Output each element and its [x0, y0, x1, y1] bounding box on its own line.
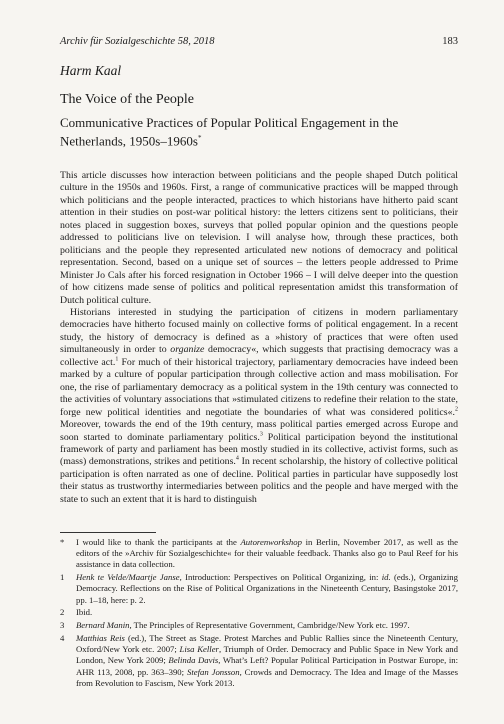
- sentence: Moreover, towards the end of the 19th century, mass political parties emerged across Europe and soon started to dominate parliamentary politics.: [60, 419, 458, 443]
- author-name: Henk te Velde/Maartje Janse: [76, 572, 180, 583]
- text: (ed.), The Street as Stage. Protest Marches and Public Rallies since the Nineteenth Century, Oxford/New York etc. 2007;: [76, 633, 458, 655]
- author-name: Lisa Keller: [179, 644, 219, 655]
- page-number: 183: [442, 36, 458, 47]
- footnote-mark: 2: [60, 607, 65, 618]
- text: , What’s Left? Popular Political Participation in Postwar Europe, in: AHR 113, 2008, pp. 363–390;: [76, 655, 458, 677]
- footnote-divider: [60, 532, 156, 533]
- text: (eds.), Organizing Democracy. Reflections on the Rise of Political Organizations in the Nineteenth Century, Basingstoke 2017, pp. 1–18, here: p. 2.: [76, 572, 458, 605]
- footnote-ref-2[interactable]: 2: [455, 406, 458, 413]
- article-author: Harm Kaal: [60, 63, 122, 78]
- body-paragraph: [60, 307, 458, 506]
- text: I would like to thank the participants at the: [76, 537, 241, 547]
- footnote-text: Ibid.: [76, 607, 93, 618]
- sentence: democracy«, which suggests that practising democracy was a collective act.: [60, 344, 458, 368]
- sentence: In recent scholarship, the history of collective political participation is often narrated as one of decline. Political parties in particular have supposedly lost their status as trustworthy intermediaries between politics and the people and have merged with the state to such an extent that it is hard to distinguish: [60, 456, 459, 505]
- footnote-2: [60, 607, 458, 618]
- footnote-text: [76, 633, 458, 689]
- footnote-mark: *: [60, 537, 65, 547]
- footnote-ref-4[interactable]: 4: [235, 456, 239, 463]
- article-body: [60, 170, 458, 506]
- emphasis: id.: [381, 572, 391, 583]
- footnote-mark: 1: [60, 572, 65, 583]
- abstract-paragraph: This article discusses how interaction between politicians and the people shaped Dutch political culture in the 1950s and 1960s. First, a range of communicative practices will be mapped through which politicians and the people interacted, practices to which historians have hitherto paid scant attention in their studies on post-war political history: the letters citizens sent to politicians, their notes placed in suggestion boxes, surveys that polled popular opinion and the questions people addressed to politicians live on television. I will analyse how, through these practices, both politicians and the people they represented articulated new notions of democracy and political representation. Second, based on a unique set of sources – the letters people addressed to Prime Minister Jo Cals after his forced resignation in October 1966 – I will delve deeper into the question of how citizens made sense of politics and political representation amidst this transformation of Dutch political culture.: [60, 170, 458, 306]
- footnote-mark: 4: [60, 633, 65, 643]
- footnote-text: [76, 620, 458, 631]
- footnote-ref-asterisk[interactable]: *: [197, 133, 202, 142]
- sentence: For much of their historical trajectory, parliamentary democracies have indeed been marked by a culture of popular participation through collective action and mass mobilisation. For one, the rise of parliamentary democracy as a political system in the 19th century was connected to the activities of voluntary associations that »stimulated citizens to redefine their relation to the state, forge new political identities and negotiate the boundaries of what was considered politics«.: [60, 356, 458, 418]
- text: , Introduction: Perspectives on Political Organizing, in:: [179, 572, 382, 583]
- footnote-3: [60, 620, 458, 631]
- footnote-ref-3[interactable]: 3: [259, 431, 263, 438]
- text: , Triumph of Order. Democracy and Public Space in New York and London, New York 2009;: [76, 644, 458, 666]
- footnote-4: [60, 633, 458, 689]
- running-header: [60, 36, 458, 47]
- article-subtitle: [60, 115, 400, 148]
- footnote-1: [60, 572, 458, 606]
- text: , Crowds and Democracy. The Idea and Image of the Masses from Revolution to Fascism, New York 2013.: [76, 666, 458, 688]
- sentence: Historians interested in studying the participation of citizens in modern parliamentary democracies have hitherto focused mainly on collective forms of political engagement. In a recent study, the history of democracy is defined as a »history of practices that were often used simultaneously in order to: [60, 306, 458, 356]
- footnotes: [60, 537, 458, 691]
- sentence: Political participation beyond the institutional framework of party and parliament has been mostly studied in its collective, activist forms, such as (mass) demonstrations, strikes and petitions.: [60, 431, 458, 468]
- author-name: Matthias Reis: [76, 633, 125, 643]
- footnote-ref-1[interactable]: 1: [115, 356, 119, 363]
- author-name: Belinda Davis: [168, 655, 219, 666]
- article-title: The Voice of the People: [60, 92, 195, 107]
- emphasis: organize: [170, 344, 205, 356]
- text: in Berlin, November 2017, as well as the editors of the »Archiv für Sozialgeschichte« for their valuable feedback. Thanks also go to Paul Reef for his assistance in data collection.: [76, 537, 458, 570]
- footnote-text: [76, 537, 458, 571]
- footnote-asterisk: [60, 537, 458, 571]
- footnote-text: [76, 572, 458, 606]
- subtitle-text: Communicative Practices of Popular Political Engagement in the Netherlands, 1950s–1960s: [60, 115, 399, 148]
- footnote-mark: 3: [60, 620, 65, 631]
- emphasis: Autorenworkshop: [240, 537, 302, 547]
- text: , The Principles of Representative Government, Cambridge/New York etc. 1997.: [129, 620, 410, 631]
- author-name: Bernard Manin: [76, 620, 130, 631]
- journal-title: Archiv für Sozialgeschichte 58, 2018: [60, 36, 215, 47]
- author-name: Stefan Jonsson: [186, 666, 240, 677]
